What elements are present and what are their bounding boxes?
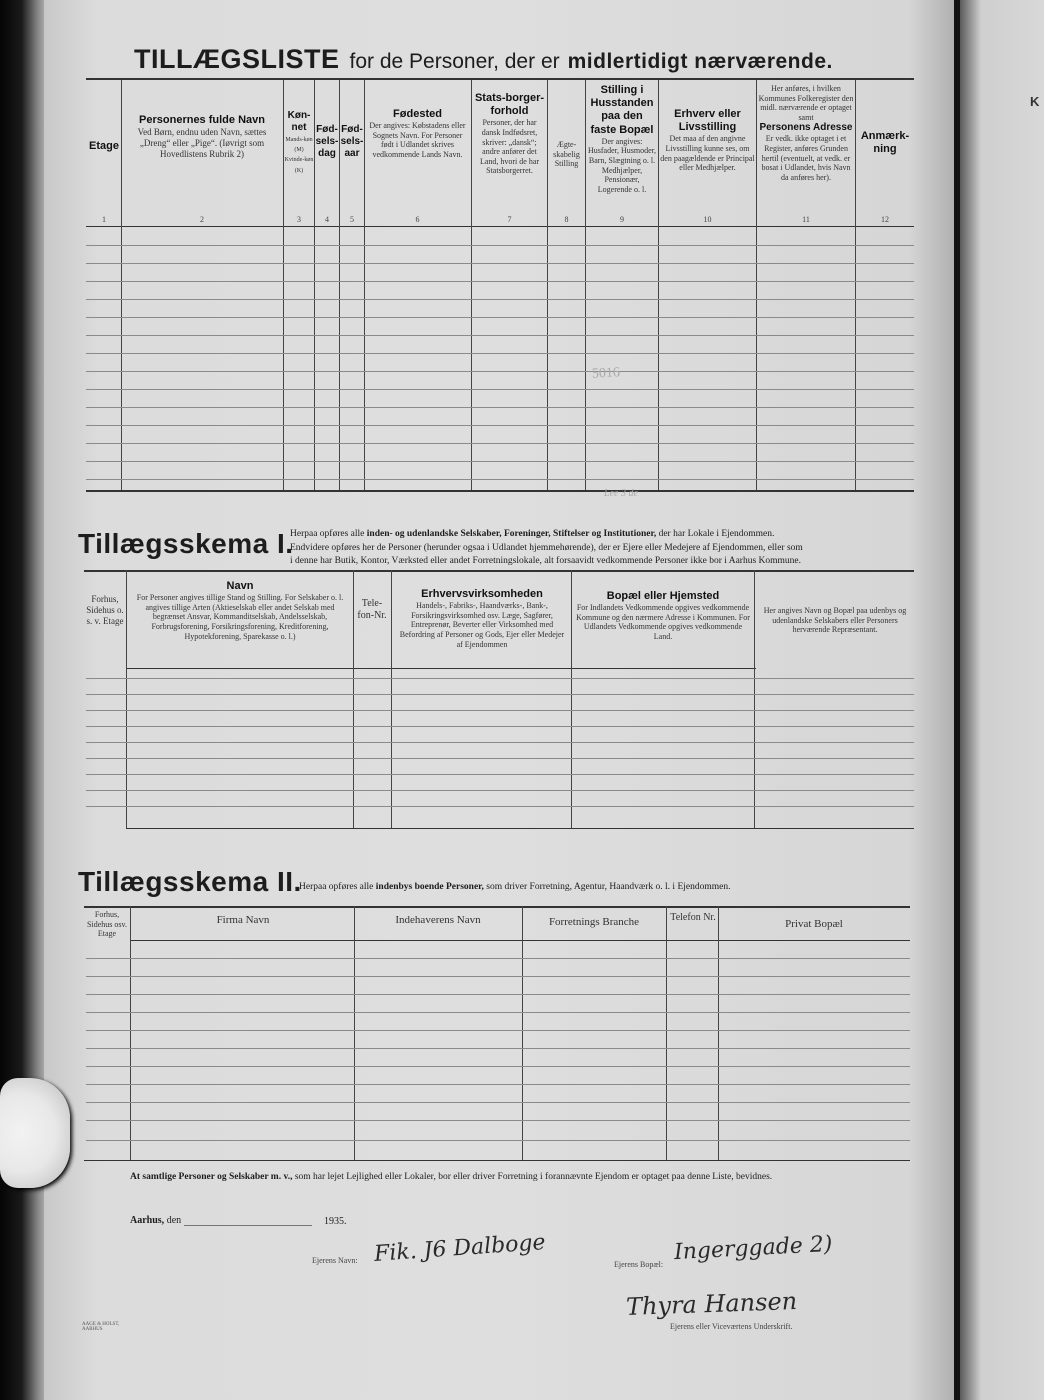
skema1-bottom-rule [126,828,914,829]
t1-colno: 11 [802,215,810,224]
s2-row-line [86,1012,910,1013]
s2-header-branche: Forretnings Branche [548,916,640,928]
t1-row-line [86,461,914,462]
s1-header-bopael: Bopæl eller Hjemsted For Indlandets Vedkommende opgives vedkommende Kommune og den nærmere Adresse i Kommunen. For Udlandets Vedkommende opgives vedkommende Land. [576,590,750,641]
t1-row-line [86,443,914,444]
t1-row-line [86,389,914,390]
signature-handwriting: Thyra Hansen [625,1287,798,1321]
t1-colno: 1 [102,215,106,224]
t1-colno: 4 [325,215,329,224]
skema2-description: Herpaa opføres alle indenbys boende Personer, som driver Forretning, Agentur, Haandværk o. l. i Ejendommen. [299,882,731,892]
s1-header-repraesentant: Her angives Navn og Bopæl paa udenbys og udenlandske Selskabers eller Personers herværende Repræsentant. [763,606,907,635]
t1-header-etage: Etage [89,140,119,152]
t1-row-line [86,407,914,408]
table1-bottom-rule [86,490,914,492]
t1-colno: 3 [297,215,301,224]
owner-name-label: Ejerens Navn: [312,1256,358,1265]
s2-row-line [86,976,910,977]
adjacent-page-letter: K [1030,94,1040,109]
t1-colno: 7 [507,215,512,224]
s1-row-line [86,758,914,759]
faint-bleed-mark: Lee 3 de [604,488,638,499]
t1-row-line [86,299,914,300]
t1-colno: 8 [564,215,569,224]
date-blank [184,1225,312,1226]
date-year: 1935. [324,1216,347,1227]
s2-row-line [86,1048,910,1049]
t1-col-divider [855,80,856,490]
t1-header-stilling: Stilling i Husstanden paa den faste Bopæl Der angives: Husfader, Husmoder, Barn, Slægtning o. l. Medhjælper, Pensionær, Logerende o. l. [587,84,656,194]
t1-row-line [86,317,914,318]
s1-row-line [86,710,914,711]
t1-colno: 6 [415,215,420,224]
s2-row-line [86,1030,910,1031]
skema1-top-rule [84,570,914,572]
s2-col-divider [130,906,131,1160]
title-main: TILLÆGSLISTE [134,44,340,74]
t1-header-foedested: Fødested Der angives: Købstadens eller Sognets Navn. For Personer født i Udlandet skrives vedkommende Lands Navn. [369,108,466,159]
s1-header-etage: Forhus, Sidehus o. s. v. Etage [86,594,124,626]
date-line: Aarhus, den [130,1215,182,1226]
s2-row-line [86,958,910,959]
skema2-title: Tillægsskema II. [78,866,302,897]
t1-colno: 9 [620,215,624,224]
skema2-bottom-rule [84,1160,910,1161]
t1-row-line [86,425,914,426]
t1-row-line [86,371,914,372]
skema1-description: Herpaa opføres alle inden- og udenlandske Selskaber, Foreninger, Stiftelser og Institutioner, der har Lokale i Ejendommen. Endvidere opføres her de Personer (herunder ogsaa i Udlandet hjemmehørende), der er Ejere eller Medejere af Ejendommen, eller som i denne har Butik, Kontor, Værksted eller andet Forretningslokale, alt forsaavidt vedkommende Personer ikke bor i Aarhus Kommune. [290,529,803,566]
page-title [134,44,833,75]
s1-row-line [86,790,914,791]
skema1-header-rule [126,668,756,669]
book-spine [0,0,48,1400]
t1-colno: 10 [703,215,712,224]
s1-header-navn: Navn For Personer angives tillige Stand og Stilling. For Selskaber o. l. angives tillige Arten (Aktieselskab eller andet Selskab med begrænset Ansvar, Kommanditselskab, Andelsselskab, Forbrugsforening, Forsikringsforening, Kreditforening, Hypotekforening, Sparekasse o. l.) [136,580,344,641]
s2-col-divider [522,906,523,1160]
index-tab [0,1078,70,1188]
t1-col-divider [585,80,586,490]
s2-header-etage: Forhus, Sidehus osv. Etage [87,910,127,939]
title-rest-b: midlertidigt nærværende. [567,50,833,73]
s1-row-line [86,806,914,807]
t1-header-navn: Personernes fulde Navn Ved Børn, endnu uden Navn, sættes „Dreng“ eller „Pige“. (Iøvrigt som Hovedlistens Rubrik 2) [137,114,267,159]
s1-row-line [86,694,914,695]
adjacent-page-edge [960,0,1044,1400]
t1-header-statsborger: Stats-borger-forhold Personer, der har dansk Indfødsret, skriver: „dansk“; andre anfører det Land, hvori de har Statsborgerret. [474,92,545,176]
owner-name-handwriting: Fik. J6 Dalboge [373,1230,547,1267]
t1-colno: 2 [200,215,204,224]
s1-header-erhverv: Erhvervsvirksomheden Handels-, Fabriks-, Haandværks-, Bank-, Forsikringsvirksomhed osv. Læge, Sagfører, Entreprenør, Beverter eller Virksomhed med Befordring af Personer og Gods, Ejer eller Medejer af Ejendommen [399,588,565,649]
t1-row-line [86,353,914,354]
s2-row-line [86,1120,910,1121]
t1-row-line [86,479,914,480]
skema2-top-rule [84,906,910,908]
s2-col-divider [718,906,719,1160]
s2-header-indehaver: Indehaverens Navn [395,914,481,926]
s2-col-divider [666,906,667,1160]
t1-row-line [86,263,914,264]
t1-col-divider [364,80,365,490]
printer-imprint: AAGE & HOLST, AARHUS [82,1322,120,1332]
s1-row-line [86,726,914,727]
signature-label: Ejerens eller Viceværtens Underskrift. [670,1322,793,1331]
owner-address-label: Ejerens Bopæl: [614,1260,664,1269]
t1-header-erhverv: Erhverv eller Livsstilling Det maa af den angivne Livsstilling kunne ses, om den paagældende er Principal eller Medhjælper. [660,108,755,173]
t1-header-foedselsaar: Fød-sels-aar [340,124,364,159]
t1-row-line [86,245,914,246]
t1-col-divider [121,80,122,490]
t1-colno: 5 [350,215,354,224]
t1-header-adresse: Her anføres, i hvilken Kommunes Folkeregister den midl. nærværende er optaget samt Personens Adresse Er vedk. ikke optaget i et Register, anføres Grunden hertil (eventuelt, at vedk. er bosat i Udlandet, hvis Navn da anføres her). [758,84,854,182]
s1-row-line [86,742,914,743]
title-rest-a: for de Personer, der er [349,50,560,73]
table1-header-rule [86,226,914,227]
census-form-page [44,0,954,1400]
t1-col-divider [471,80,472,490]
skema2-header-rule [130,940,910,941]
table1-top-rule [86,78,914,80]
s2-row-line [86,1066,910,1067]
s2-header-firma: Firma Navn [216,914,270,926]
s1-row-line [86,678,914,679]
t1-row-line [86,281,914,282]
t1-header-koen: Køn-net Mands-køn (M) Kvinde-køn (K) [284,110,314,174]
t1-header-aegteskab: Ægte-skabelig Stilling [553,140,580,169]
t1-col-divider [756,80,757,490]
skema1-title: Tillægsskema I. [78,528,294,559]
s2-row-line [86,1140,910,1141]
s1-header-telefon: Tele-fon-Nr. [357,598,387,621]
owner-address-handwriting: Ingerggade 2) [673,1231,833,1266]
t1-col-divider [658,80,659,490]
s2-row-line [86,1102,910,1103]
attest-text: At samtlige Personer og Selskaber m. v., som har lejet Lejlighed eller Lokaler, bor eller driver Forretning i forannævnte Ejendom er optaget paa denne Liste, bevidnes. [130,1172,773,1182]
s2-row-line [86,994,910,995]
t1-row-line [86,335,914,336]
s2-header-bopael: Privat Bopæl [785,918,843,930]
t1-header-foedselsdag: Fød-sels-dag [315,124,339,159]
s2-row-line [86,1084,910,1085]
s1-row-line [86,774,914,775]
s2-header-telefon: Telefon Nr. [670,912,716,923]
faint-bleed-mark: 5016 [591,365,621,382]
t1-header-anmaerkning: Anmærk-ning [860,130,910,156]
s2-col-divider [354,906,355,1160]
t1-colno: 12 [881,215,889,224]
